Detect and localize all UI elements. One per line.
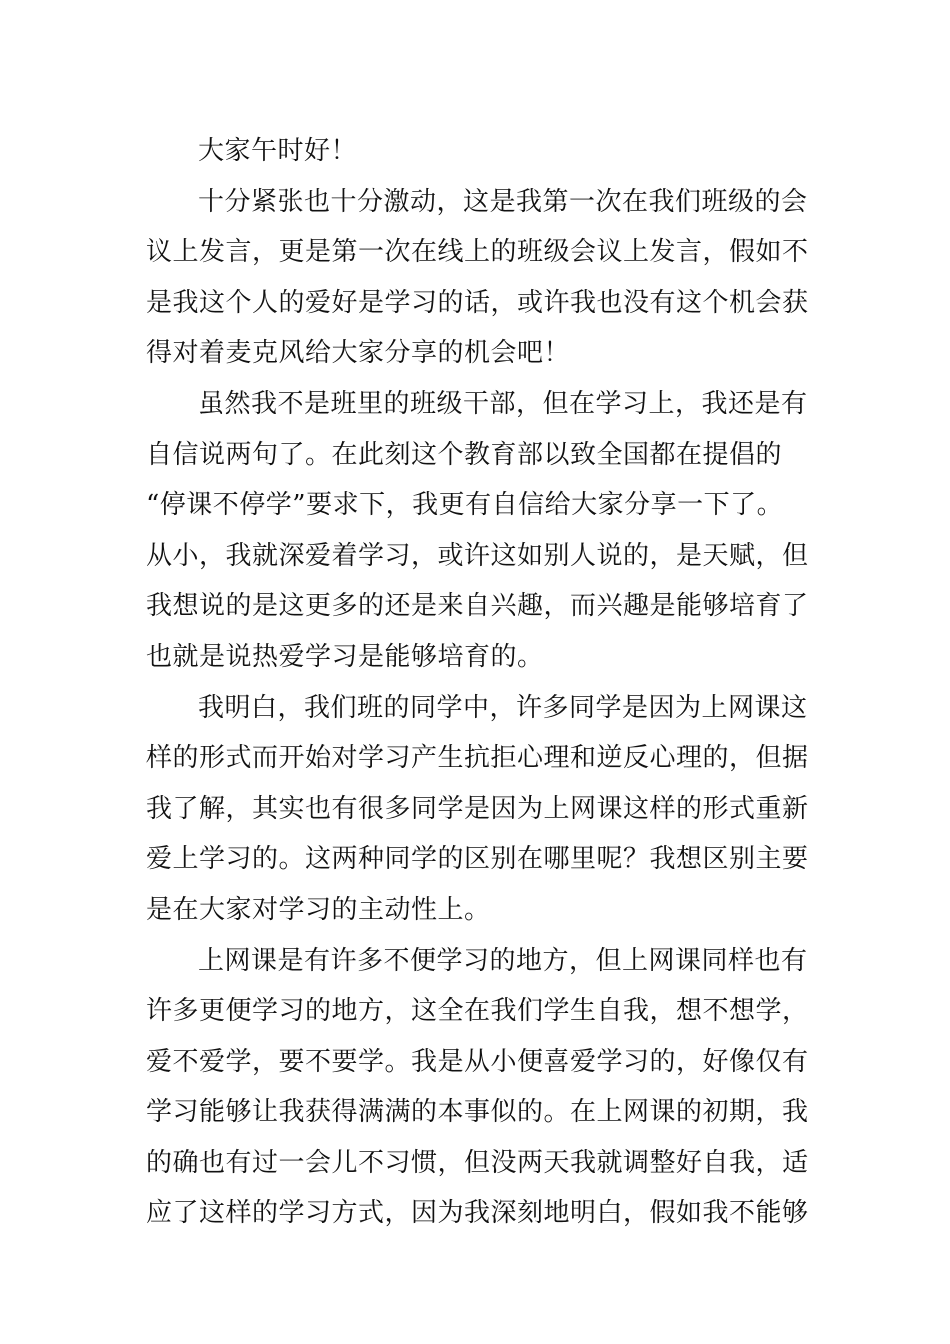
text-line: 应了这样的学习方式，因为我深刻地明白，假如我不能够 — [146, 1198, 809, 1229]
text-line: 样的形式而开始对学习产生抗拒心理和逆反心理的，但据 — [146, 743, 809, 774]
paragraph-2 — [146, 379, 809, 683]
text-line: 议上发言，更是第一次在线上的班级会议上发言，假如不 — [146, 237, 809, 268]
text-line: 虽然我不是班里的班级干部，但在学习上，我还是有 — [198, 388, 808, 419]
text-line: 的确也有过一会儿不习惯，但没两天我就调整好自我，适 — [146, 1147, 809, 1178]
text-line: 爱上学习的。这两种同学的区别在哪里呢？我想区别主要 — [146, 844, 809, 875]
text-line: 爱不爱学，要不要学。我是从小便喜爱学习的，好像仅有 — [146, 1046, 809, 1077]
text-line: 学习能够让我获得满满的本事似的。在上网课的初期，我 — [146, 1097, 809, 1128]
text-line: 从小，我就深爱着学习，或许这如别人说的，是天赋，但 — [146, 540, 809, 571]
text-line: 是我这个人的爱好是学习的话，或许我也没有这个机会获 — [146, 287, 809, 318]
text-line: 也就是说热爱学习是能够培育的。 — [146, 641, 544, 672]
paragraph-3 — [146, 683, 809, 936]
text-line: 自信说两句了。在此刻这个教育部以致全国都在提倡的 — [146, 439, 783, 470]
text-line: 上网课是有许多不便学习的地方，但上网课同样也有 — [198, 945, 808, 976]
text-line: 我明白，我们班的同学中，许多同学是因为上网课这 — [198, 692, 808, 723]
text-line: 我了解，其实也有很多同学是因为上网课这样的形式重新 — [146, 793, 809, 824]
text-line: 许多更便学习的地方，这全在我们学生自我，想不想学， — [146, 996, 809, 1027]
text-line: “停课不停学”要求下，我更有自信给大家分享一下了。 — [146, 490, 784, 521]
text-line: 得对着麦克风给大家分享的机会吧！ — [146, 338, 571, 369]
greeting-line: 大家午时好！ — [198, 136, 358, 166]
text-line: 我想说的是这更多的还是来自兴趣，而兴趣是能够培育了 — [146, 591, 809, 622]
text-line: 十分紧张也十分激动，这是我第一次在我们班级的会 — [198, 186, 808, 217]
text-line: 是在大家对学习的主动性上。 — [146, 894, 491, 925]
paragraph-1 — [146, 177, 809, 379]
paragraph-4 — [146, 936, 809, 1240]
document-body — [146, 126, 809, 1239]
